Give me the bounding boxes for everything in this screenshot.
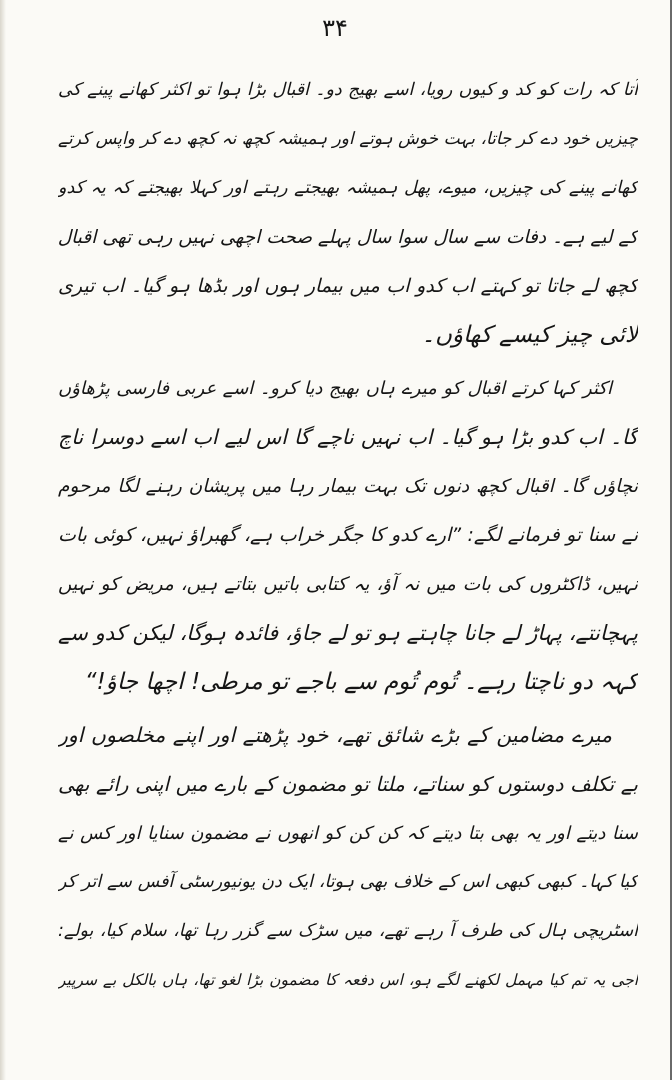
text-line: بے تکلف دوستوں کو سناتے، ملتا تو مضمون کے بارے میں اپنی رائے بھی	[58, 772, 638, 796]
text-line: اجی یہ تم کیا مہمل لکھنے لگے ہو، اس دفعہ کا مضمون بڑا لغو تھا، ہاں بالکل بے سرپیر	[58, 971, 638, 989]
text-line: نے سنا تو فرمانے لگے: ”ارے کدو کا جگر خراب ہے، گھبراؤ نہیں، کوئی بات	[58, 524, 638, 546]
text-line: کیا کہا۔ کبھی کبھی اس کے خلاف بھی ہوتا، ایک دن یونیورسٹی آفس سے اتر کر	[58, 872, 638, 892]
text-line: چیزیں خود دے کر جاتا، بہت خوش ہوتے اور ہمیشہ کچھ نہ کچھ دے کر واپس کرتے	[58, 129, 638, 149]
paragraph-2	[58, 364, 638, 707]
paragraph-3	[58, 711, 638, 1005]
text-line: اسٹریچی ہال کی طرف آ رہے تھے، میں سڑک سے گزر رہا تھا، سلام کیا، بولے:	[58, 921, 638, 941]
paragraph-1	[58, 66, 638, 360]
text-line: آتا کہ رات کو کد و کیوں رویا، اسے بھیج دو۔ اقبال بڑا ہوا تو اکثر کھانے پینے کی	[58, 80, 638, 100]
text-line: کچھ لے جاتا تو کہتے اب کدو اب میں بیمار ہوں اور بڈھا ہو گیا۔ اب تیری	[58, 275, 638, 297]
page-body-text	[58, 66, 638, 1005]
text-line: کہہ دو ناچتا رہے۔ تُوم تُوم سے باجے تو مرطی! اچھا جاؤ!“	[84, 669, 638, 695]
text-line: اکثر کہا کرتے اقبال کو میرے ہاں بھیج دیا کرو۔ اسے عربی فارسی پڑھاؤں	[58, 378, 612, 399]
text-line: کھانے پینے کی چیزیں، میوے، پھل ہمیشہ بھیجتے رہتے اور کہلا بھیجتے کہ یہ کدو	[58, 178, 638, 198]
text-line: میرے مضامین کے بڑے شائق تھے، خود پڑھتے اور اپنے مخلصوں اور	[58, 723, 612, 747]
text-line: نہیں، ڈاکٹروں کی بات میں نہ آؤ، یہ کتابی باتیں بتاتے ہیں، مریض کو نہیں	[58, 574, 638, 595]
page-binding-edge	[0, 0, 6, 1080]
text-line: سنا دیتے اور یہ بھی بتا دیتے کہ کن کن کو انھوں نے مضمون سنایا اور کس نے	[58, 823, 638, 844]
text-line: گا۔ اب کدو بڑا ہو گیا۔ اب نہیں ناچے گا اس لیے اب اسے دوسرا ناچ	[58, 425, 638, 449]
text-line: لائی چیز کیسے کھاؤں۔	[421, 322, 638, 348]
text-line: پہچانتے، پہاڑ لے جانا چاہتے ہو تو لے جاؤ، فائدہ ہوگا، لیکن کدو سے	[58, 621, 638, 645]
text-line: نچاؤں گا۔ اقبال کچھ دنوں تک بہت بیمار رہا میں پریشان رہنے لگا مرحوم	[58, 476, 638, 497]
text-line: کے لیے ہے۔ دفات سے سال سوا سال پہلے صحت اچھی نہیں رہی تھی اقبال	[58, 227, 638, 248]
page-number: ۳۴	[322, 14, 348, 42]
